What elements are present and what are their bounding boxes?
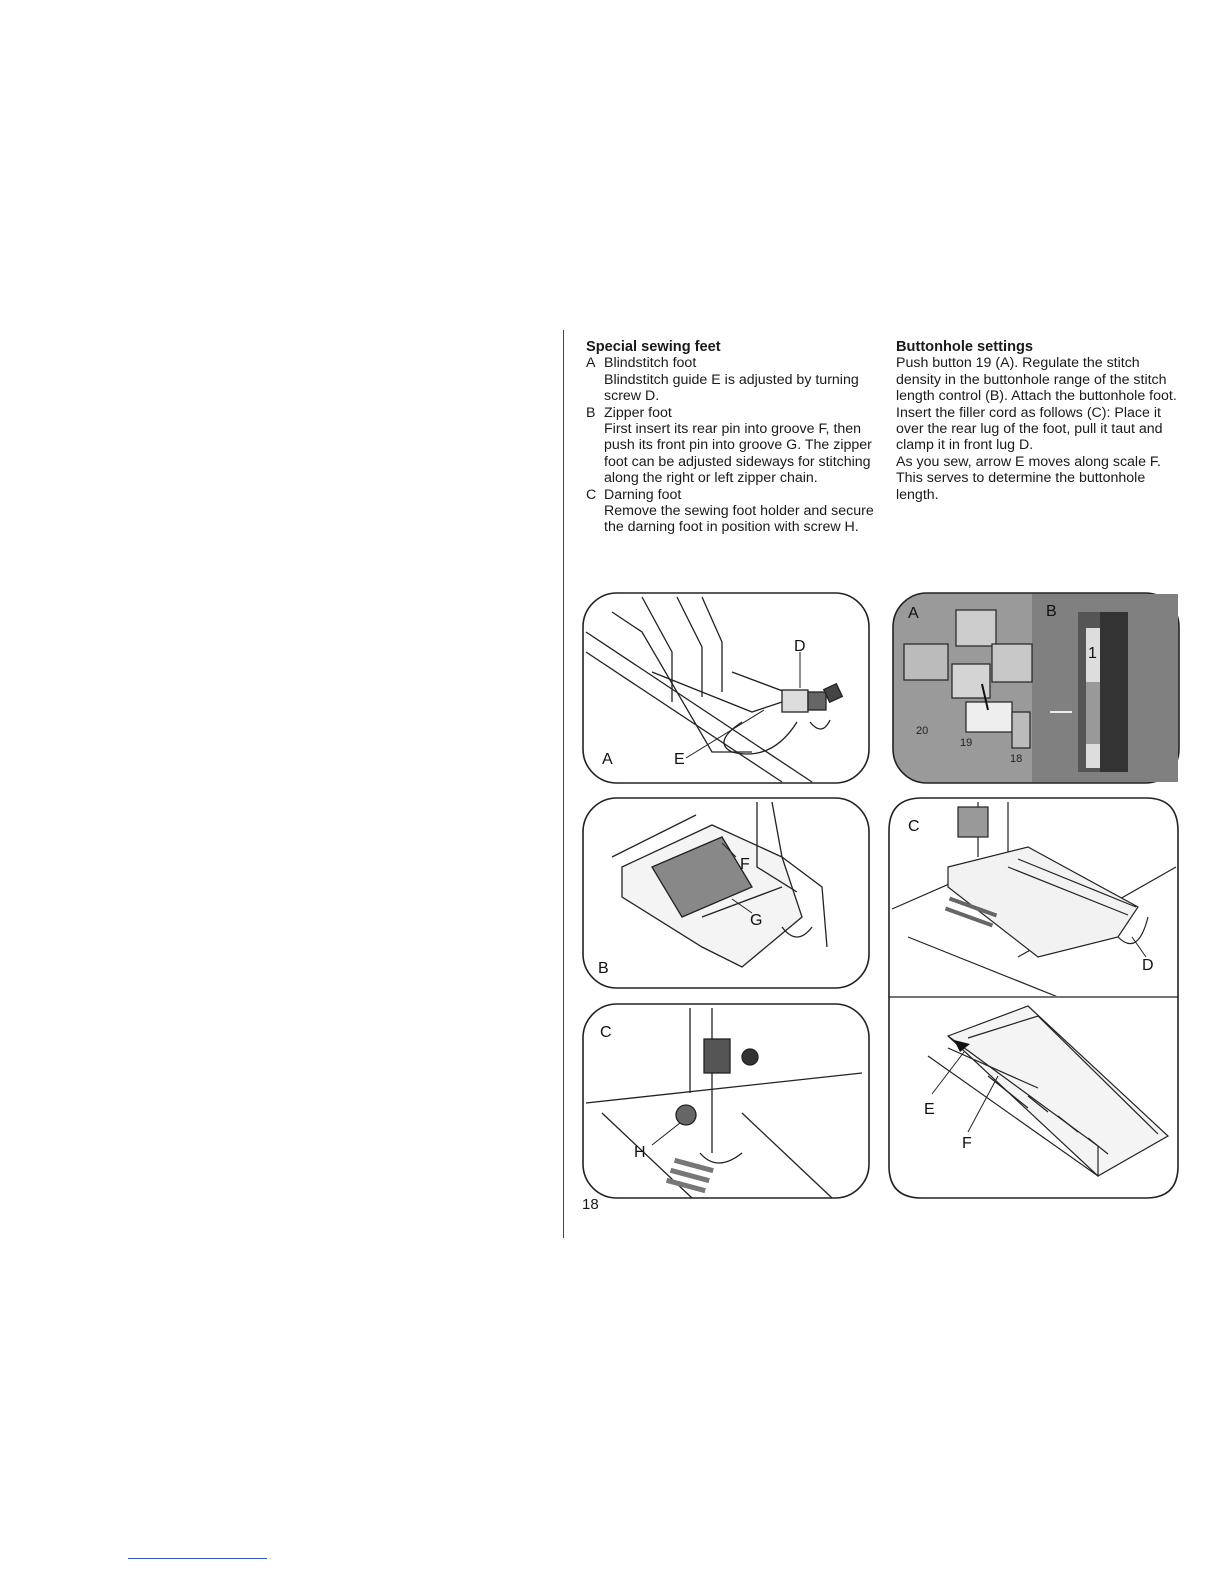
dial-number-19: 19	[960, 737, 973, 749]
figure-blindstitch-foot	[582, 592, 870, 784]
item-letter: A	[586, 355, 596, 372]
figure-letter-a: A	[602, 751, 613, 768]
item-description: First insert its rear pin into groove F, then push its front pin into groove G. The zipper foot can be adjusted sideways for stitching along the right or left zipper chain.	[604, 421, 872, 487]
label-d: D	[1142, 957, 1154, 974]
label-d: D	[794, 638, 806, 655]
label-e: E	[924, 1101, 935, 1118]
item-description: Remove the sewing foot holder and secure the darning foot in position with screw H.	[604, 503, 874, 536]
figure-buttonhole-controls	[892, 592, 1180, 784]
figure-zipper-foot	[582, 797, 870, 989]
page-number: 18	[582, 1196, 599, 1213]
label-f: F	[740, 856, 750, 873]
item-letter: B	[586, 404, 596, 421]
label-h: H	[634, 1144, 646, 1161]
figure-letter-b: B	[598, 960, 609, 977]
figure-length-scale	[888, 996, 1180, 1202]
label-e: E	[674, 751, 685, 768]
paragraph: Push button 19 (A). Regulate the stitch density in the buttonhole range of the stitch length control (B). Attach the buttonhole foot. Insert the filler cord as follows (C): Place it over the rear lug of the foot, pull it taut and clamp it in front lug D.	[896, 355, 1177, 454]
item-description: Blindstitch guide E is adjusted by turning screw D.	[604, 371, 859, 405]
label-g: G	[750, 912, 763, 929]
section-heading: Buttonhole settings	[896, 339, 1034, 355]
section-heading: Special sewing feet	[586, 339, 721, 355]
item-title: Zipper foot	[604, 404, 672, 421]
special-sewing-feet-section	[586, 339, 876, 536]
list-item-blindstitch	[586, 355, 876, 371]
item-title: Blindstitch foot	[604, 355, 697, 372]
label-f: F	[962, 1135, 972, 1152]
dial-number-20: 20	[916, 725, 929, 737]
list-item-zipper	[586, 405, 876, 421]
figure-letter-a: A	[908, 605, 919, 622]
figure-letter-c: C	[600, 1024, 612, 1041]
buttonhole-settings-section	[896, 339, 1178, 503]
item-title: Darning foot	[604, 486, 682, 503]
paragraph: As you sew, arrow E moves along scale F. This serves to determine the buttonhole length.	[896, 453, 1161, 503]
page-margin-rule	[563, 330, 564, 1238]
list-item-darning	[586, 487, 876, 503]
figure-letter-b: B	[1046, 603, 1057, 620]
dial-number-18: 18	[1010, 753, 1023, 765]
figure-filler-cord	[888, 797, 1180, 997]
scale-mark: 1	[1088, 645, 1097, 662]
figure-letter-c: C	[908, 818, 920, 835]
item-letter: C	[586, 486, 597, 503]
link-underline	[128, 1558, 267, 1559]
figure-darning-foot	[582, 1003, 870, 1199]
